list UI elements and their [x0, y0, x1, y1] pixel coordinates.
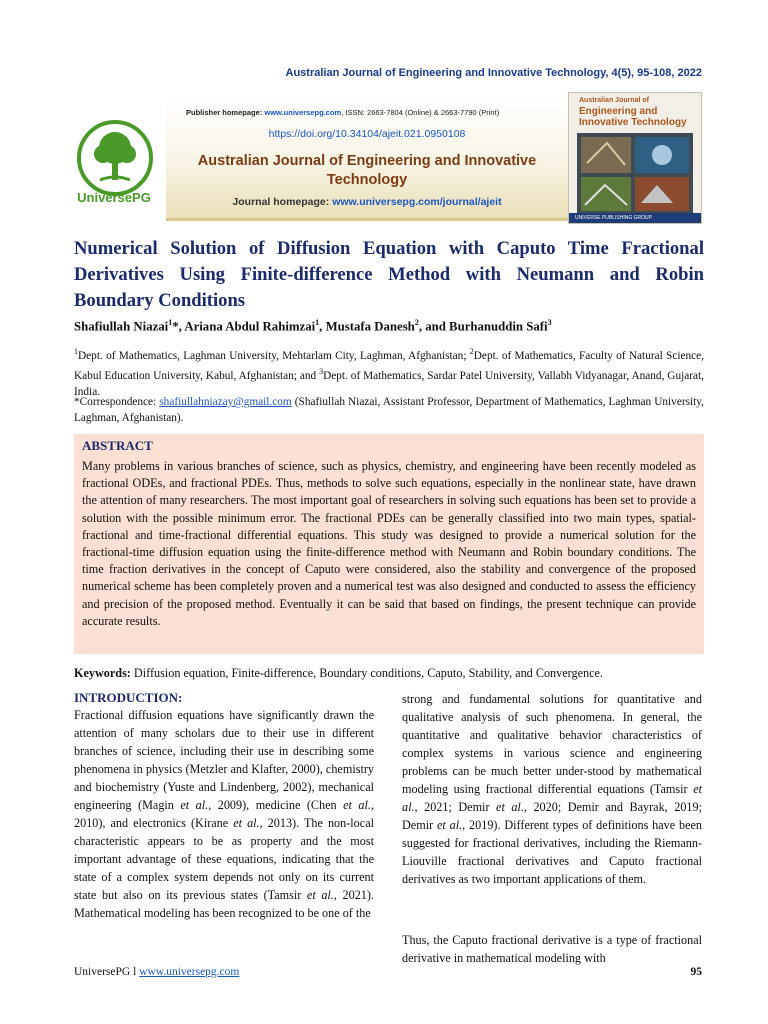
publisher-label: Publisher homepage: — [186, 108, 263, 117]
publisher-link[interactable]: www.universepg.com — [264, 108, 342, 117]
cover-title-large-2: Innovative Technology — [579, 117, 687, 128]
banner-title-line2: Technology — [326, 172, 408, 188]
cover-title-small: Australian Journal of — [579, 97, 650, 104]
journal-home-link[interactable]: www.universepg.com/journal/ajeit — [332, 196, 502, 208]
keywords-line — [74, 666, 714, 681]
issn-text: , ISSN: 2663-7804 (Online) & 2663-7790 (Print) — [341, 108, 500, 117]
journal-cover-image — [568, 92, 702, 224]
cover-title-large — [579, 106, 687, 128]
cover-title-large-1: Engineering and — [579, 106, 658, 117]
abstract-body: Many problems in various branches of science, such as physics, chemistry, and engineering have been recently modeled as fractional ODEs, and fractional PDEs. Thus, methods to solve such equations, especially in the nonlinear state, have drawn the attention of many researchers. The most important goal of researchers in solving such equations has been set to provide a solution with the possible minimum error. The fractional PDEs can be generally classified into two main types, spatial-fractional and time-fractional differential equations. This study was designed to provide a numerical solution for the fractional-time diffusion equation using the finite-difference method with Neumann and Robin boundary conditions. The time fraction derivatives in the concept of Caputo were considered, also the stability and convergence of the proposed numerical scheme has been completely proven and a numerical test was also designed and conducted to assess the efficiency and precision of the proposed method. Eventually it can be said that based on findings, the present technique can provide accurate results. — [82, 459, 696, 628]
corr-email-link[interactable]: shafiullahniazay@gmail.com — [159, 396, 292, 408]
journal-citation-header: Australian Journal of Engineering and Innovative Technology, 4(5), 95-108, 2022 — [285, 67, 702, 79]
footer-publisher: UniversePG l — [74, 966, 137, 978]
corr-label: *Correspondence: — [74, 396, 157, 408]
keywords-text: Diffusion equation, Finite-difference, Boundary conditions, Caputo, Stability, and Convergence. — [133, 666, 603, 680]
correspondence — [74, 394, 704, 426]
abstract-heading: ABSTRACT — [82, 438, 153, 453]
keywords-label: Keywords: — [74, 666, 131, 680]
intro-left-column: Fractional diffusion equations have significantly drawn the attention of many scholars due to their use in different branches of science, including their use in describing some phenomena in physics (Metzler and Klafter, 2000), chemistry and biochemistry (Yuste and Lindenberg, 2002), mechanical engineering (Magin et al., 2009), medicine (Chen et al., 2010), and electronics (Kirane et al., 2013). The non-local characteristic appears to be as property and the most important advantage of these equations, indicating that the state of a complex system depends not only on its current state but also on its previous states (Tamsir et al., 2021). Mathematical modeling has been recognized to be one of the — [74, 708, 374, 920]
article-title: Numerical Solution of Diffusion Equation with Caputo Time Fractional Derivatives Using Finite-difference Method with Neumann and Robin Boundary Conditions — [74, 238, 704, 311]
logo-name: UniversePG — [77, 190, 151, 205]
corr-details: (Shafiullah Niazai, Assistant Professor, Department of Mathematics, Laghman University, Laghman, Afghanistan). — [74, 396, 705, 424]
affiliations: $^1$Dept. of Mathematics, Laghman University, Mehtarlam City, Laghman, Afghanistan; $^2$Dept. of Mathematics, Faculty of Natural Science, Kabul Education University, Kabul, Afghanistan; and $^3$Dept. of Mathematics, Sardar Patel University, Vallabh Vidyanagar, Anand, Gujarat, India. — [74, 347, 704, 398]
cover-collage-icon — [577, 133, 693, 215]
footer-link[interactable]: www.universepg.com — [139, 966, 240, 978]
intro-right-paragraph-2: Thus, the Caputo fractional derivative is a type of fractional derivative in mathematical modeling with — [402, 933, 702, 965]
author-list: Shafiullah Niazai$^1$*, Ariana Abdul Rahimzai$^1$, Mustafa Danesh$^2$, and Burhanuddin Safi$^3$ — [74, 318, 552, 334]
banner-journal-title — [166, 152, 568, 190]
introduction-heading: INTRODUCTION: — [74, 690, 183, 705]
footer-left — [74, 966, 239, 978]
doi-link[interactable]: https://doi.org/10.34104/ajeit.021.0950108 — [268, 128, 466, 140]
journal-home-label: Journal homepage: — [232, 196, 330, 208]
publisher-line — [186, 108, 499, 117]
cover-footer-bar — [569, 213, 701, 223]
journal-homepage-line — [166, 196, 568, 208]
intro-right-column: strong and fundamental solutions for quantitative and qualitative analysis of such phenomena. In general, the quantitative and qualitative behavior characteristics of complex systems in various science and engineering problems can be much better under-stood by mathematical modeling using fractional differential equations (Tamsir et al., 2021; Demir et al., 2020; Demir and Bayrak, 2019; Demir et al., 2019). Different types of definitions have been suggested for fractional derivatives, including the Riemann-Liouville fractional derivatives and Caputo fractional derivatives as two important applications of them. — [402, 692, 703, 886]
banner-title-line1: Australian Journal of Engineering and Innovative — [197, 153, 537, 169]
cover-footer-text: UNIVERSE PUBLISHING GROUP — [575, 215, 652, 221]
page-number: 95 — [690, 966, 702, 978]
